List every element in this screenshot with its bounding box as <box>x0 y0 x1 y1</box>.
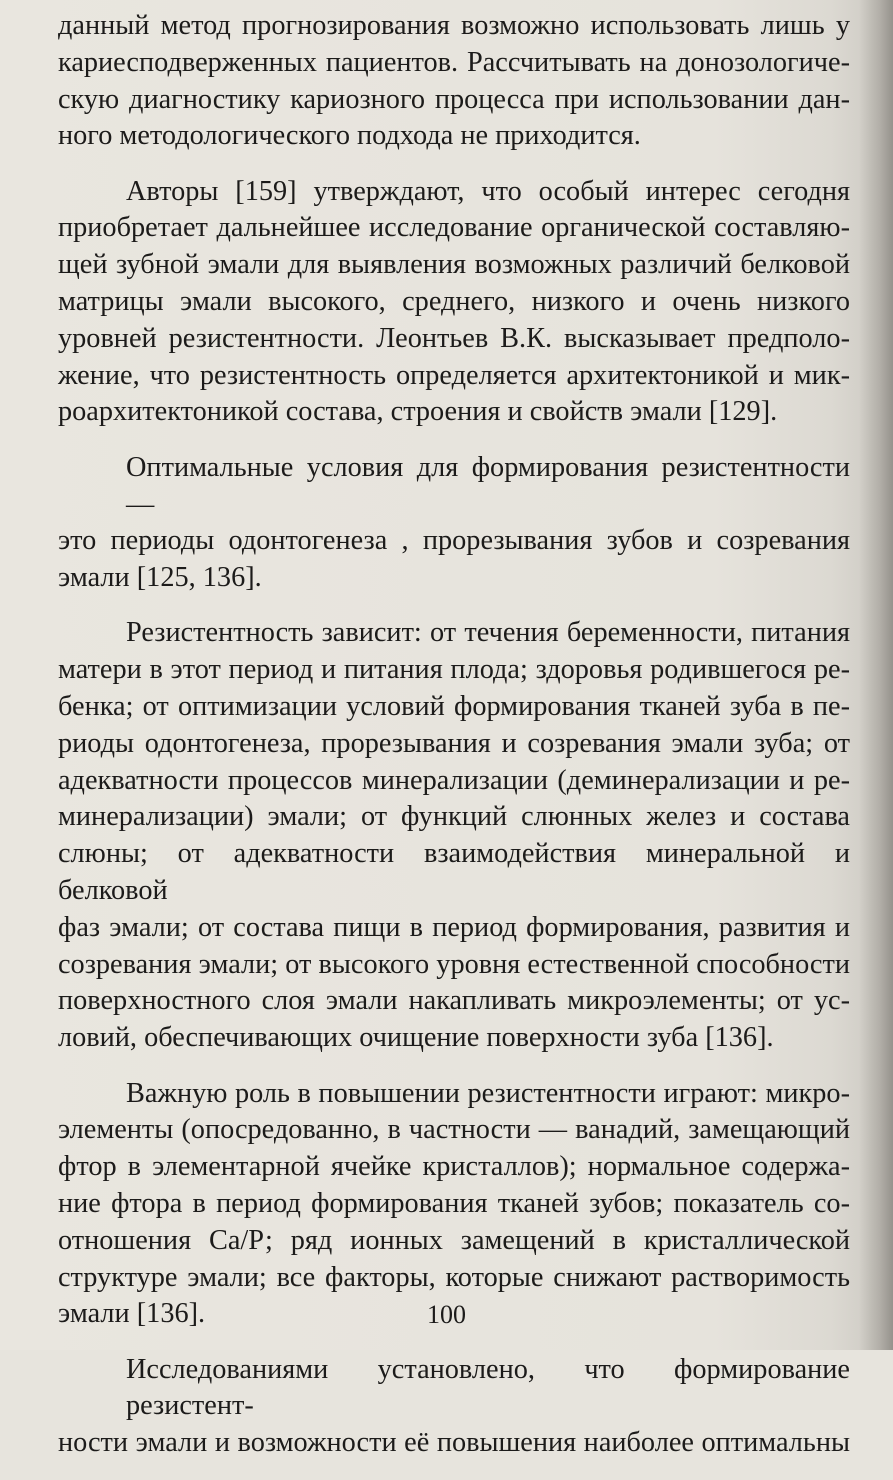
text-line: структуре эмали; все факторы, которые снижают растворимость <box>58 1261 850 1293</box>
text-line: ние фтора в период формирования тканей зубов; показатель со- <box>58 1187 850 1219</box>
page-number: 100 <box>427 1300 466 1329</box>
body-text <box>58 8 850 1480</box>
paragraph-1 <box>58 8 850 155</box>
text-line: эмали [125, 136]. <box>58 562 262 594</box>
paragraph-5 <box>58 1076 850 1334</box>
text-line: Авторы [159] утверждают, что особый интерес сегодня <box>126 175 850 207</box>
paragraph-6 <box>58 1352 850 1462</box>
text-line: Оптимальные условия для формирования резистентности — <box>126 451 850 520</box>
text-line: скую диагностику кариозного процесса при использовании дан- <box>58 83 850 115</box>
binding-shadow <box>859 0 893 1350</box>
text-line: отношения Са/Р; ряд ионных замещений в кристаллической <box>58 1224 850 1256</box>
text-line: ного методологического подхода не приходится. <box>58 120 641 152</box>
text-line: созревания эмали; от высокого уровня естественной способности <box>58 948 850 980</box>
text-line: риоды одонтогенеза, прорезывания и созревания эмали зуба; от <box>58 727 850 759</box>
text-line: жение, что резистентность определяется архитектоникой и мик- <box>58 359 850 391</box>
paragraph-3 <box>58 450 850 597</box>
text-line: минерализации) эмали; от функций слюнных желез и состава <box>58 801 850 833</box>
text-line: ловий, обеспечивающих очищение поверхности зуба [136]. <box>58 1022 774 1054</box>
text-line: это периоды одонтогенеза , прорезывания зубов и созревания <box>58 525 850 557</box>
text-line: фаз эмали; от состава пищи в период формирования, развития и <box>58 911 850 943</box>
text-line: бенка; от оптимизации условий формирования тканей зуба в пе- <box>58 691 850 723</box>
text-line: роархитектоникой состава, строения и свойств эмали [129]. <box>58 396 778 428</box>
text-line: матрицы эмали высокого, среднего, низкого и очень низкого <box>58 286 850 318</box>
text-line: Важную роль в повышении резистентности играют: микро- <box>126 1077 850 1109</box>
text-line: матери в этот период и питания плода; здоровья родившегося ре- <box>58 654 850 686</box>
text-line: фтор в элементарной ячейке кристаллов); нормальное содержа- <box>58 1151 850 1183</box>
text-line: слюны; от адекватности взаимодействия минеральной и белковой <box>58 838 850 907</box>
text-line: щей зубной эмали для выявления возможных различий белковой <box>58 249 850 281</box>
text-line: Исследованиями установлено, что формирование резистент- <box>126 1353 850 1422</box>
paragraph-2 <box>58 174 850 432</box>
text-line: адекватности процессов минерализации (деминерализации и ре- <box>58 764 850 796</box>
text-line: ности эмали и возможности её повышения наиболее оптимальны <box>58 1427 850 1459</box>
text-line: поверхностного слоя эмали накапливать микроэлементы; от ус- <box>58 985 850 1017</box>
text-line: Резистентность зависит: от течения беременности, питания <box>126 617 850 649</box>
text-line: кариесподверженных пациентов. Рассчитывать на донозологиче- <box>58 46 850 78</box>
text-line: уровней резистентности. Леонтьев В.К. высказывает предполо- <box>58 322 850 354</box>
text-line: данный метод прогнозирования возможно использовать лишь у <box>58 10 850 41</box>
text-line: приобретает дальнейшее исследование органической составляю- <box>58 212 850 244</box>
paragraph-4 <box>58 615 850 1057</box>
text-line: элементы (опосредованно, в частности — ванадий, замещающий <box>58 1114 850 1146</box>
text-line: эмали [136]. <box>58 1298 206 1330</box>
